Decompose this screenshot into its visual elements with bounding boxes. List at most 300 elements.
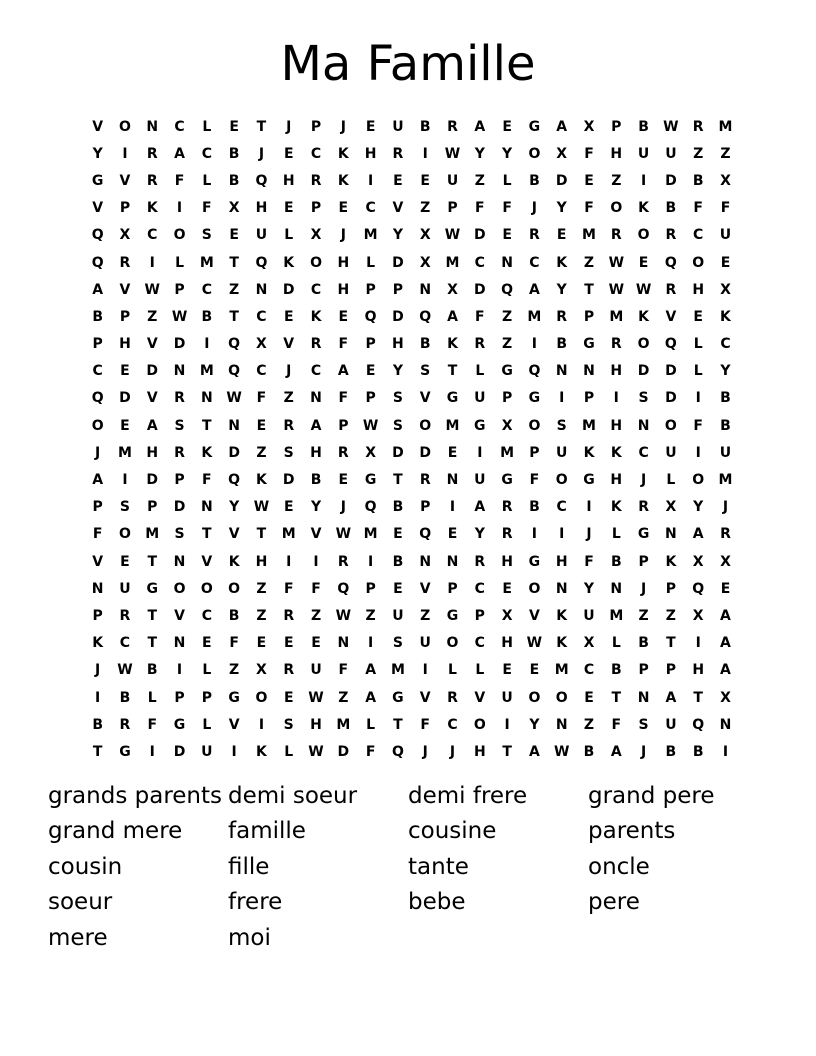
grid-letter: Q bbox=[664, 254, 677, 271]
grid-letter: U bbox=[719, 444, 732, 461]
grid-letter: F bbox=[693, 417, 703, 434]
grid-letter: F bbox=[283, 580, 294, 597]
grid-letter: A bbox=[665, 689, 677, 706]
grid-letter: U bbox=[119, 580, 131, 597]
grid-letter: S bbox=[201, 227, 212, 244]
grid-letter: A bbox=[720, 662, 731, 679]
grid-letter: P bbox=[501, 390, 513, 407]
grid-letter: H bbox=[692, 662, 705, 679]
grid-letter: E bbox=[229, 227, 239, 244]
grid-letter: H bbox=[255, 553, 268, 570]
grid-letter: N bbox=[610, 580, 623, 597]
grid-letter: V bbox=[92, 553, 104, 570]
grid-letter: R bbox=[529, 227, 540, 244]
grid-letter: B bbox=[610, 662, 622, 679]
grid-letter: B bbox=[392, 499, 404, 516]
grid-letter: N bbox=[310, 390, 322, 407]
grid-letter: I bbox=[122, 472, 128, 489]
grid-letter: L bbox=[502, 172, 512, 189]
grid-letter: N bbox=[637, 689, 650, 706]
grid-letter: E bbox=[256, 635, 267, 652]
grid-letter: R bbox=[310, 336, 322, 353]
grid-letter: Q bbox=[419, 526, 432, 543]
grid-letter: H bbox=[555, 553, 568, 570]
grid-letter: Y bbox=[720, 363, 731, 380]
grid-letter: X bbox=[501, 607, 513, 624]
grid-letter: X bbox=[310, 227, 322, 244]
word-list-item: cousin bbox=[48, 853, 123, 880]
grid-letter: I bbox=[286, 553, 292, 570]
grid-letter: V bbox=[419, 580, 431, 597]
word-list-item: pere bbox=[588, 889, 640, 916]
grid-letter: K bbox=[665, 553, 677, 570]
grid-letter: C bbox=[474, 635, 485, 652]
grid-letter: O bbox=[528, 417, 541, 434]
grid-letter: K bbox=[556, 254, 568, 271]
grid-letter: T bbox=[256, 526, 267, 543]
grid-letter: M bbox=[718, 118, 733, 135]
grid-letter: U bbox=[419, 635, 431, 652]
grid-letter: C bbox=[447, 716, 458, 733]
grid-letter: W bbox=[171, 308, 188, 325]
grid-letter: Z bbox=[338, 689, 349, 706]
word-list-item: moi bbox=[228, 924, 271, 951]
grid-letter: E bbox=[338, 472, 349, 489]
grid-letter: P bbox=[147, 499, 158, 516]
grid-letter: Y bbox=[502, 145, 513, 162]
grid-letter: A bbox=[365, 689, 377, 706]
grid-letter: H bbox=[501, 553, 513, 570]
grid-letter: V bbox=[119, 172, 131, 189]
grid-letter: Z bbox=[229, 662, 240, 679]
grid-letter: Y bbox=[583, 580, 595, 597]
grid-letter: W bbox=[144, 281, 160, 298]
grid-letter: A bbox=[146, 417, 158, 434]
grid-letter: H bbox=[692, 281, 705, 298]
word-list-item: demi soeur bbox=[228, 782, 358, 809]
grid-letter: A bbox=[447, 308, 458, 325]
grid-letter: B bbox=[228, 172, 240, 189]
grid-letter: Z bbox=[693, 145, 704, 162]
grid-letter: Z bbox=[256, 580, 267, 597]
grid-letter: U bbox=[310, 662, 322, 679]
grid-letter: L bbox=[693, 336, 703, 353]
grid-letter: C bbox=[310, 145, 322, 162]
grid-letter: D bbox=[473, 227, 486, 244]
grid-letter: U bbox=[583, 607, 595, 624]
grid-letter: S bbox=[283, 444, 294, 461]
grid-letter: X bbox=[256, 662, 267, 679]
grid-letter: Z bbox=[474, 172, 485, 189]
grid-letter: X bbox=[501, 417, 513, 434]
grid-letter: P bbox=[92, 499, 103, 516]
grid-letter: O bbox=[664, 417, 677, 434]
grid-letter: B bbox=[665, 743, 677, 760]
grid-letter: W bbox=[663, 118, 679, 135]
grid-letter: E bbox=[120, 417, 130, 434]
grid-letter: X bbox=[665, 499, 677, 516]
grid-letter: R bbox=[283, 607, 295, 624]
grid-letter: P bbox=[447, 200, 458, 217]
grid-letter: H bbox=[473, 743, 486, 760]
grid-letter: O bbox=[118, 526, 131, 543]
grid-letter: Z bbox=[420, 200, 431, 217]
grid-letter: K bbox=[556, 607, 568, 624]
grid-letter: Y bbox=[556, 200, 567, 217]
grid-letter: I bbox=[640, 172, 647, 189]
grid-letter: J bbox=[258, 145, 265, 162]
grid-letter: B bbox=[529, 172, 540, 189]
grid-letter: X bbox=[419, 254, 431, 271]
grid-letter: X bbox=[720, 553, 731, 570]
word-list-item: famille bbox=[228, 818, 306, 845]
grid-letter: L bbox=[611, 526, 621, 543]
grid-letter: A bbox=[556, 118, 568, 135]
grid-letter: W bbox=[526, 635, 543, 652]
grid-letter: P bbox=[92, 607, 103, 624]
grid-letter: I bbox=[559, 526, 565, 543]
grid-letter: Z bbox=[665, 607, 676, 624]
grid-letter: H bbox=[282, 172, 295, 189]
grid-letter: R bbox=[692, 118, 704, 135]
grid-letter: U bbox=[556, 444, 568, 461]
grid-letter: U bbox=[665, 444, 677, 461]
grid-letter: M bbox=[117, 444, 132, 461]
grid-letter: R bbox=[556, 308, 568, 325]
grid-letter: K bbox=[720, 308, 731, 325]
grid-letter: Y bbox=[474, 526, 485, 543]
grid-letter: Q bbox=[528, 363, 541, 380]
grid-letter: T bbox=[666, 635, 676, 652]
word-list-item: soeur bbox=[48, 889, 113, 916]
grid-letter: C bbox=[529, 254, 540, 271]
grid-letter: J bbox=[340, 499, 346, 516]
grid-letter: E bbox=[120, 553, 130, 570]
grid-letter: W bbox=[444, 227, 461, 244]
grid-letter: M bbox=[390, 662, 405, 679]
grid-letter: I bbox=[231, 743, 237, 760]
grid-letter: V bbox=[419, 390, 431, 407]
grid-letter: G bbox=[474, 417, 486, 434]
grid-letter: P bbox=[92, 336, 103, 353]
grid-letter: Z bbox=[583, 716, 595, 733]
grid-letter: S bbox=[283, 716, 294, 733]
grid-letter: I bbox=[204, 336, 210, 353]
grid-letter: R bbox=[337, 553, 349, 570]
grid-letter: Q bbox=[337, 580, 350, 597]
grid-letter: R bbox=[119, 254, 131, 271]
grid-letter: S bbox=[638, 390, 649, 407]
grid-letter: N bbox=[665, 526, 677, 543]
grid-letter: M bbox=[445, 254, 460, 271]
grid-letter: I bbox=[477, 444, 483, 461]
letter-grid bbox=[84, 113, 740, 766]
grid-letter: A bbox=[474, 499, 486, 516]
grid-letter: P bbox=[201, 689, 212, 706]
grid-letter: K bbox=[228, 553, 240, 570]
grid-letter: E bbox=[720, 254, 731, 271]
grid-letter: Y bbox=[392, 227, 403, 244]
grid-letter: K bbox=[638, 200, 650, 217]
grid-letter: A bbox=[692, 526, 704, 543]
grid-letter: R bbox=[665, 227, 677, 244]
grid-letter: W bbox=[308, 743, 324, 760]
grid-letter: F bbox=[147, 716, 158, 733]
grid-letter: I bbox=[313, 553, 319, 570]
grid-letter: S bbox=[420, 363, 431, 380]
grid-letter: X bbox=[419, 227, 431, 244]
grid-letter: M bbox=[199, 254, 214, 271]
grid-letter: S bbox=[174, 526, 185, 543]
grid-letter: F bbox=[338, 336, 349, 353]
grid-letter: K bbox=[146, 200, 158, 217]
grid-letter: O bbox=[528, 580, 541, 597]
word-list-item: mere bbox=[48, 924, 108, 951]
grid-letter: X bbox=[583, 118, 595, 135]
grid-letter: E bbox=[365, 363, 376, 380]
grid-letter: B bbox=[665, 200, 677, 217]
grid-letter: Q bbox=[664, 336, 677, 353]
grid-letter: D bbox=[173, 743, 186, 760]
grid-letter: Q bbox=[91, 390, 104, 407]
grid-letter: M bbox=[336, 716, 351, 733]
grid-letter: G bbox=[364, 472, 377, 489]
grid-letter: A bbox=[92, 472, 104, 489]
grid-letter: C bbox=[201, 607, 212, 624]
grid-letter: A bbox=[365, 662, 377, 679]
grid-letter: J bbox=[95, 662, 101, 679]
grid-letter: E bbox=[283, 200, 294, 217]
grid-letter: C bbox=[310, 281, 322, 298]
grid-letter: C bbox=[556, 499, 567, 516]
grid-letter: E bbox=[693, 308, 703, 325]
grid-letter: K bbox=[583, 444, 595, 461]
grid-letter: K bbox=[638, 308, 650, 325]
grid-letter: Q bbox=[419, 308, 432, 325]
grid-letter: W bbox=[117, 662, 133, 679]
grid-letter: Z bbox=[502, 336, 513, 353]
grid-letter: L bbox=[366, 716, 376, 733]
grid-letter: R bbox=[283, 417, 295, 434]
grid-letter: F bbox=[202, 472, 212, 489]
word-list-item: grand mere bbox=[48, 818, 183, 845]
grid-letter: D bbox=[146, 363, 159, 380]
grid-letter: I bbox=[368, 172, 374, 189]
grid-letter: I bbox=[695, 390, 701, 407]
grid-letter: F bbox=[693, 200, 703, 217]
grid-letter: H bbox=[610, 145, 623, 162]
grid-letter: W bbox=[335, 526, 352, 543]
grid-letter: R bbox=[638, 499, 649, 516]
grid-letter: T bbox=[256, 118, 267, 135]
grid-letter: F bbox=[475, 200, 485, 217]
grid-letter: N bbox=[555, 363, 568, 380]
grid-letter: I bbox=[422, 145, 428, 162]
grid-letter: K bbox=[256, 743, 267, 760]
grid-letter: S bbox=[556, 417, 567, 434]
grid-letter: J bbox=[286, 363, 292, 380]
grid-letter: D bbox=[173, 499, 186, 516]
grid-letter: U bbox=[474, 390, 486, 407]
grid-letter: R bbox=[419, 472, 431, 489]
grid-letter: F bbox=[229, 635, 239, 652]
word-list-item: tante bbox=[408, 853, 469, 880]
grid-letter: B bbox=[692, 743, 704, 760]
grid-letter: T bbox=[92, 743, 103, 760]
grid-letter: O bbox=[473, 716, 486, 733]
grid-letter: G bbox=[119, 743, 131, 760]
grid-letter: O bbox=[692, 254, 705, 271]
grid-letter: N bbox=[419, 553, 432, 570]
grid-letter: W bbox=[253, 499, 270, 516]
grid-letter: E bbox=[720, 580, 731, 597]
grid-letter: L bbox=[693, 363, 703, 380]
grid-letter: C bbox=[256, 308, 267, 325]
grid-letter: K bbox=[337, 145, 349, 162]
grid-letter: M bbox=[609, 607, 624, 624]
word-list-item: bebe bbox=[408, 889, 466, 916]
grid-letter: O bbox=[555, 472, 568, 489]
grid-letter: L bbox=[475, 363, 485, 380]
grid-letter: T bbox=[147, 635, 158, 652]
grid-letter: R bbox=[174, 444, 185, 461]
grid-letter: E bbox=[283, 635, 294, 652]
grid-letter: H bbox=[610, 472, 623, 489]
grid-letter: G bbox=[528, 118, 541, 135]
grid-letter: V bbox=[474, 689, 486, 706]
word-list-item: frere bbox=[228, 889, 283, 916]
grid-letter: Q bbox=[364, 499, 377, 516]
grid-letter: T bbox=[693, 689, 703, 706]
grid-letter: C bbox=[638, 444, 649, 461]
grid-letter: J bbox=[95, 444, 101, 461]
grid-letter: M bbox=[582, 227, 596, 244]
grid-letter: E bbox=[447, 444, 458, 461]
grid-letter: B bbox=[146, 662, 158, 679]
grid-letter: C bbox=[201, 145, 212, 162]
grid-letter: S bbox=[392, 417, 403, 434]
grid-letter: Q bbox=[501, 281, 514, 298]
grid-letter: I bbox=[122, 145, 128, 162]
grid-letter: F bbox=[584, 200, 594, 217]
grid-letter: D bbox=[282, 281, 295, 298]
grid-letter: T bbox=[502, 743, 512, 760]
grid-letter: N bbox=[719, 716, 732, 733]
grid-letter: X bbox=[692, 553, 704, 570]
grid-letter: C bbox=[474, 580, 485, 597]
grid-letter: O bbox=[692, 472, 705, 489]
grid-letter: O bbox=[228, 580, 241, 597]
grid-letter: C bbox=[583, 662, 595, 679]
grid-letter: L bbox=[202, 172, 212, 189]
grid-letter: W bbox=[362, 417, 379, 434]
grid-letter: R bbox=[720, 526, 731, 543]
grid-letter: R bbox=[610, 336, 622, 353]
grid-letter: R bbox=[146, 145, 158, 162]
grid-letter: Q bbox=[692, 716, 705, 733]
grid-letter: H bbox=[610, 363, 623, 380]
grid-letter: A bbox=[337, 363, 349, 380]
grid-letter: I bbox=[258, 716, 265, 733]
grid-letter: I bbox=[95, 689, 101, 706]
word-list-item: fille bbox=[228, 853, 270, 880]
grid-letter: P bbox=[365, 580, 376, 597]
grid-letter: B bbox=[720, 390, 731, 407]
grid-letter: I bbox=[722, 743, 729, 760]
grid-letter: W bbox=[608, 254, 625, 271]
grid-letter: U bbox=[446, 172, 459, 189]
grid-letter: P bbox=[474, 607, 485, 624]
grid-letter: U bbox=[392, 118, 404, 135]
grid-letter: A bbox=[528, 281, 540, 298]
grid-letter: R bbox=[610, 227, 622, 244]
grid-letter: Q bbox=[228, 472, 241, 489]
grid-letter: G bbox=[91, 172, 104, 189]
grid-letter: Y bbox=[229, 499, 240, 516]
grid-letter: R bbox=[501, 499, 513, 516]
grid-letter: P bbox=[665, 662, 677, 679]
word-list bbox=[48, 778, 788, 956]
grid-letter: Z bbox=[611, 172, 622, 189]
grid-letter: D bbox=[665, 390, 677, 407]
grid-letter: R bbox=[119, 607, 131, 624]
grid-letter: F bbox=[720, 200, 731, 217]
grid-letter: I bbox=[613, 390, 619, 407]
grid-letter: E bbox=[229, 118, 239, 135]
grid-letter: Q bbox=[364, 308, 377, 325]
grid-letter: R bbox=[392, 145, 404, 162]
grid-letter: E bbox=[283, 689, 294, 706]
word-list-item: oncle bbox=[588, 853, 650, 880]
grid-letter: H bbox=[364, 145, 377, 162]
grid-letter: V bbox=[228, 716, 240, 733]
grid-letter: R bbox=[474, 553, 486, 570]
grid-letter: D bbox=[392, 308, 404, 325]
grid-letter: L bbox=[202, 118, 212, 135]
grid-letter: B bbox=[201, 308, 213, 325]
grid-letter: G bbox=[173, 716, 186, 733]
grid-letter: H bbox=[337, 254, 350, 271]
grid-letter: X bbox=[447, 281, 458, 298]
grid-letter: P bbox=[365, 390, 376, 407]
grid-letter: E bbox=[365, 118, 376, 135]
grid-letter: O bbox=[200, 580, 213, 597]
grid-letter: X bbox=[228, 200, 240, 217]
grid-letter: B bbox=[228, 145, 240, 162]
grid-letter: E bbox=[638, 254, 649, 271]
grid-letter: U bbox=[501, 689, 513, 706]
grid-letter: C bbox=[256, 363, 267, 380]
grid-letter: H bbox=[310, 444, 322, 461]
word-list-item: demi frere bbox=[408, 782, 528, 809]
grid-letter: L bbox=[366, 254, 376, 271]
page-title: Ma Famille bbox=[280, 36, 536, 92]
grid-letter: I bbox=[422, 662, 428, 679]
grid-letter: F bbox=[311, 580, 321, 597]
grid-letter: H bbox=[610, 417, 623, 434]
grid-letter: P bbox=[310, 200, 322, 217]
grid-letter: K bbox=[283, 254, 295, 271]
grid-letter: Z bbox=[256, 607, 267, 624]
grid-letter: M bbox=[554, 662, 569, 679]
grid-letter: U bbox=[255, 227, 268, 244]
grid-letter: K bbox=[201, 444, 213, 461]
grid-letter: N bbox=[501, 254, 513, 271]
grid-letter: G bbox=[392, 689, 404, 706]
grid-letter: A bbox=[528, 743, 540, 760]
grid-letter: Y bbox=[392, 363, 403, 380]
grid-letter: Y bbox=[556, 281, 567, 298]
